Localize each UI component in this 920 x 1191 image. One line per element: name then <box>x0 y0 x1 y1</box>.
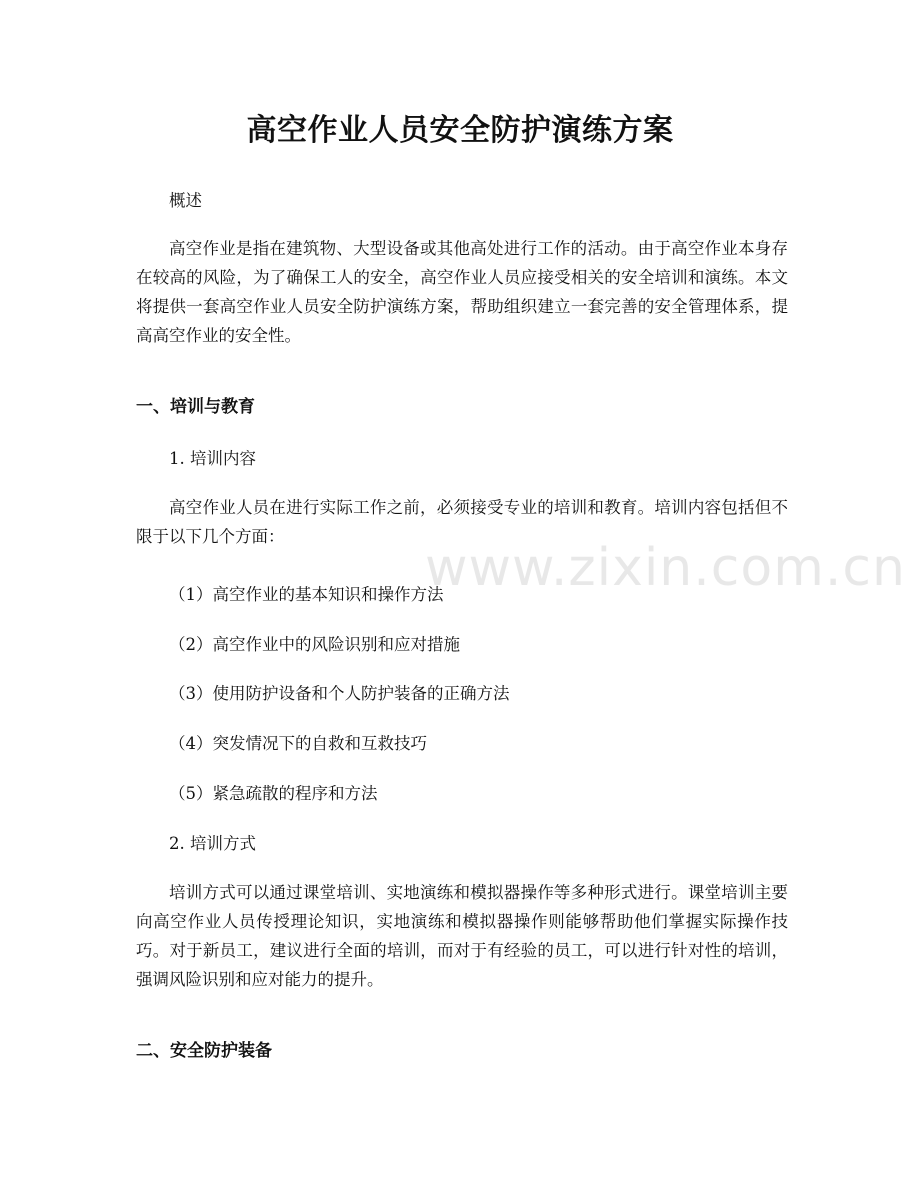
document-title: 高空作业人员安全防护演练方案 <box>246 113 674 148</box>
list-item: （2）高空作业中的风险识别和应对措施 <box>169 635 460 654</box>
list-item: （4）突发情况下的自救和互救技巧 <box>169 734 427 753</box>
list-item: （5）紧急疏散的程序和方法 <box>169 784 378 803</box>
list-item: （1）高空作业的基本知识和操作方法 <box>169 585 444 604</box>
section-heading-training: 一、培训与教育 <box>136 397 255 417</box>
overview-paragraph: 高空作业是指在建筑物、大型设备或其他高处进行工作的活动。由于高空作业本身存在较高的风险，为了确保工人的安全，高空作业人员应接受相关的安全培训和演练。本文将提供一套高空作业人员安全防护演练方案，帮助组织建立一套完善的安全管理体系，提高高空作业的安全性。 <box>136 239 788 345</box>
watermark: www.zixin.com.cn <box>425 538 906 598</box>
overview-label: 概述 <box>169 191 202 210</box>
training-method-paragraph: 培训方式可以通过课堂培训、实地演练和模拟器操作等多种形式进行。课堂培训主要向高空作业人员传授理论知识，实地演练和模拟器操作则能够帮助他们掌握实际操作技巧。对于新员工，建议进行全面的培训，而对于有经验的员工，可以进行针对性的培训，强调风险识别和应对能力的提升。 <box>136 883 788 989</box>
list-item: （3）使用防护设备和个人防护装备的正确方法 <box>169 684 510 703</box>
section-heading-safety-equipment: 二、安全防护装备 <box>136 1041 272 1061</box>
subsection-title-training-content: 1. 培训内容 <box>169 449 256 468</box>
subsection-title-training-method: 2. 培训方式 <box>169 834 256 853</box>
training-content-paragraph: 高空作业人员在进行实际工作之前，必须接受专业的培训和教育。培训内容包括但不限于以下几个方面： <box>136 498 788 546</box>
